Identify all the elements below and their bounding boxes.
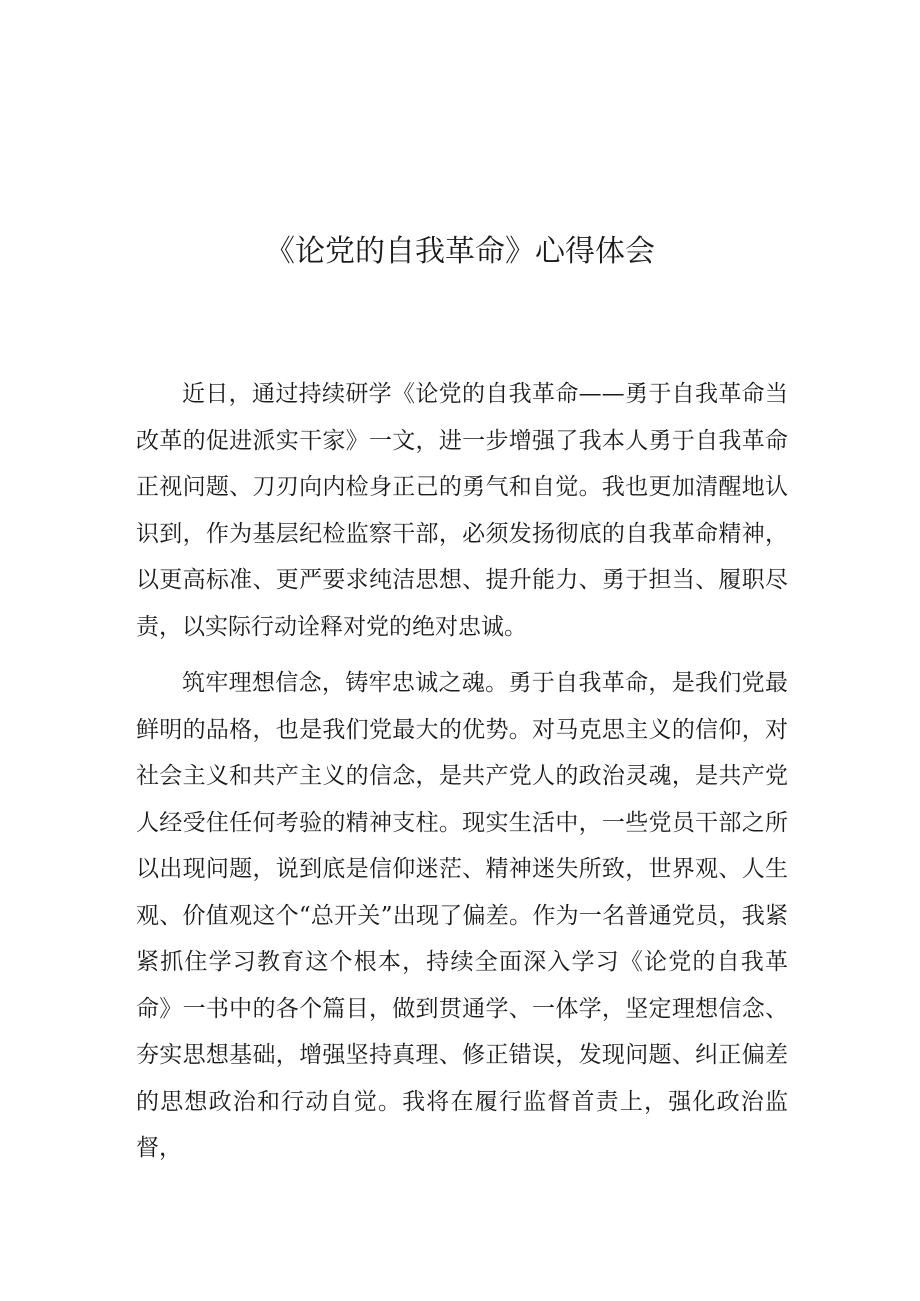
document-title: 《论党的自我革命》心得体会: [265, 234, 655, 269]
paragraph-2: 筑牢理想信念，铸牢忠诚之魂。勇于自我革命，是我们党最鲜明的品格，也是我们党最大的优势。对马克思主义的信仰，对社会主义和共产主义的信念，是共产党人的政治灵魂，是共产党人经受住任何考验的精神支柱。现实生活中，一些党员干部之所以出现问题，说到底是信仰迷茫、精神迷失所致，世界观、人生观、价值观这个“总开关”出现了偏差。作为一名普通党员，我紧紧抓住学习教育这个根本，持续全面深入学习《论党的自我革命》一书中的各个篇目，做到贯通学、一体学，坚定理想信念、夯实思想基础，增强坚持真理、修正错误，发现问题、纠正偏差的思想政治和行动自觉。我将在履行监督首责上，强化政治监督，: [136, 670, 788, 1161]
paragraph-1: 近日，通过持续研学《论党的自我革命——勇于自我革命当改革的促进派实干家》一文，进一步增强了我本人勇于自我革命正视问题、刀刃向内检身正己的勇气和自觉。我也更加清醒地认识到，作为基层纪检监察干部，必须发扬彻底的自我革命精神，以更高标准、更严要求纯洁思想、提升能力、勇于担当、履职尽责，以实际行动诠释对党的绝对忠诚。: [136, 381, 788, 640]
document-body: [136, 371, 788, 1182]
